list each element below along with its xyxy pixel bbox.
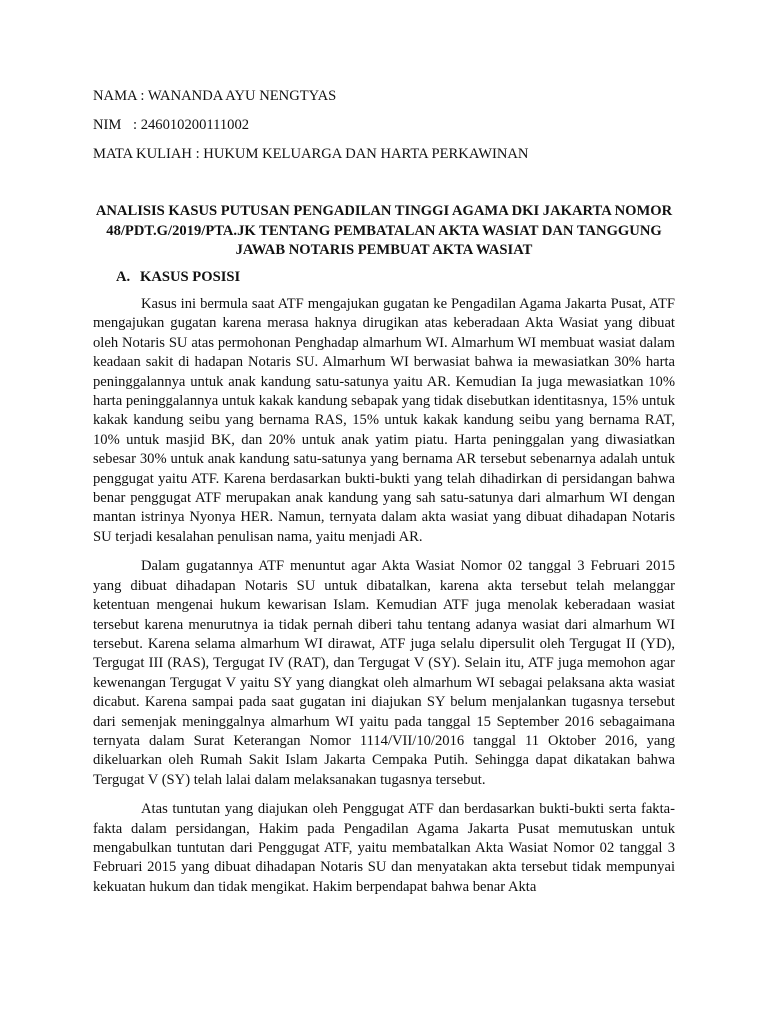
body-paragraph: Atas tuntutan yang diajukan oleh Penggugat ATF dan berdasarkan bukti-bukti serta fakta-fakta dalam persidangan, Hakim pada Pengadilan Agama Jakarta Pusat memutuskan untuk mengabulkan tuntutan dari Penggugat ATF, yaitu membatalkan Akta Wasiat Nomor 02 tanggal 3 Februari 2015 yang dibuat dihadapan Notaris SU dan menyatakan akta tersebut tidak mempunyai kekuatan hukum dan tidak mengikat. Hakim berpendapat bahwa benar Akta (93, 801, 675, 895)
body-paragraph: Dalam gugatannya ATF menuntut agar Akta Wasiat Nomor 02 tanggal 3 Februari 2015 yang dibuat dihadapan Notaris SU untuk dibatalkan, karena akta tersebut telah melanggar ketentuan mengenai hukum kewarisan Islam. Kemudian ATF juga menolak keberadaan wasiat tersebut karena menurutnya ia tidak pernah diberi tahu tentang adanya wasiat dari almarhum WI tersebut. Karena selama almarhum WI dirawat, ATF juga selalu dipersulit oleh Tergugat II (YD), Tergugat III (RAS), Tergugat IV (RAT), dan Tergugat V (SY). Selain itu, ATF juga memohon agar kewenangan Tergugat V yaitu SY yang diangkat oleh almarhum WI sebagai pelaksana akta wasiat dicabut. Karena sampai pada saat gugatan ini diajukan SY belum menjalankan tugasnya tersebut dari semenjak meninggalnya almarhum WI yaitu pada tanggal 15 September 2016 sebagaimana ternyata dalam Surat Keterangan Nomor 1114/VII/10/2016 tanggal 11 Oktober 2016, yang dikeluarkan oleh Rumah Sakit Islam Jakarta Cempaka Putih. Sehingga dapat dikatakan bahwa Tergugat V (SY) telah lalai dalam melaksanakan tugasnya tersebut. (93, 558, 675, 788)
section-heading (116, 269, 240, 286)
section-title: KASUS POSISI (140, 269, 241, 285)
student-name-line: NAMA : WANANDA AYU NENGTYAS (93, 88, 337, 104)
document-title: ANALISIS KASUS PUTUSAN PENGADILAN TINGGI AGAMA DKI JAKARTA NOMOR 48/PDT.G/2019/PTA.JK TENTANG PEMBATALAN AKTA WASIAT DAN TANGGUNG JAWAB NOTARIS PEMBUAT AKTA WASIAT (95, 203, 673, 258)
document-body (93, 295, 675, 907)
student-nim-line (93, 117, 249, 134)
course-line: MATA KULIAH : HUKUM KELUARGA DAN HARTA PERKAWINAN (93, 146, 529, 162)
nim-label: NIM (93, 117, 122, 133)
nim-value: : 246010200111002 (133, 117, 250, 133)
body-paragraph: Kasus ini bermula saat ATF mengajukan gugatan ke Pengadilan Agama Jakarta Pusat, ATF mengajukan gugatan karena merasa haknya dirugikan atas keberadaan Akta Wasiat yang dibuat oleh Notaris SU atas permohonan Penghadap almarhum WI. Almarhum WI membuat wasiat dalam keadaan sakit di hadapan Notaris SU. Almarhum WI berwasiat bahwa ia mewasiatkan 30% harta peninggalannya untuk anak kandung satu-satunya yaitu AR. Kemudian Ia juga mewasiatkan 10% harta peninggalannya untuk kakak kandung sebapak yang tidak disebutkan identitasnya, 15% untuk kakak kandung seibu yang bernama RAS, 15% untuk kakak kandung seibu yang bernama RAT, 10% untuk masjid BK, dan 20% untuk anak yatim piatu. Harta peninggalan yang diwasiatkan sebesar 30% untuk anak kandung satu-satunya yang bernama AR tersebut sebenarnya adalah untuk penggugat yaitu ATF. Karena berdasarkan bukti-bukti yang telah dihadirkan di persidangan bahwa benar penggugat ATF merupakan anak kandung yang sah satu-satunya dari almarhum WI dengan mantan istrinya Nyonya HER. Namun, ternyata dalam akta wasiat yang dibuat dihadapan Notaris SU terjadi kesalahan penulisan nama, yaitu menjadi AR. (93, 296, 675, 545)
section-number: A. (116, 269, 131, 285)
